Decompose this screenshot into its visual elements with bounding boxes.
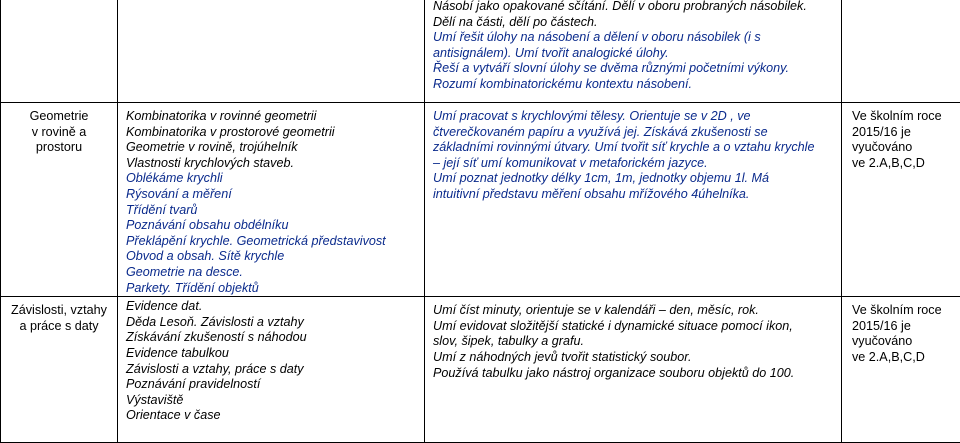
note-cell	[842, 297, 960, 443]
topic-line: Vlastnosti krychlových staveb.	[126, 156, 424, 172]
note-line: 2015/16 je	[852, 319, 960, 335]
topic-line: Orientace v čase	[126, 408, 424, 424]
topic-line: Děda Lesoň. Závislosti a vztahy	[126, 315, 424, 331]
topic-line: Kombinatorika v rovinné geometrii	[126, 109, 424, 125]
table-row	[1, 297, 960, 443]
area-label-line: Závislosti, vztahy	[1, 303, 117, 319]
outcome-line: Používá tabulku jako nástroj organizace souboru objektů do 100.	[433, 366, 841, 382]
topics-cell	[118, 0, 425, 103]
note-cell	[842, 0, 960, 103]
outcome-line: Umí poznat jednotky délky 1cm, 1m, jednotky objemu 1l. Má	[433, 171, 841, 187]
topic-line: Získávání zkušeností s náhodou	[126, 330, 424, 346]
note-line: ve 2.A,B,C,D	[852, 350, 960, 366]
topic-line: Překlápění krychle. Geometrická představivost	[126, 234, 424, 250]
topic-line: Geometrie na desce.	[126, 265, 424, 281]
area-label-line: prostoru	[1, 140, 117, 156]
outcome-line: Dělí na části, dělí po částech.	[433, 15, 841, 31]
table-row	[1, 103, 960, 297]
topic-line: Obvod a obsah. Sítě krychle	[126, 249, 424, 265]
note-line: Ve školním roce	[852, 109, 960, 125]
topic-line: Poznávání pravidelností	[126, 377, 424, 393]
topic-line: Třídění tvarů	[126, 203, 424, 219]
area-label-line: Geometrie	[1, 109, 117, 125]
topic-line: Evidence tabulkou	[126, 346, 424, 362]
outcome-line: Umí řešit úlohy na násobení a dělení v oboru násobilek (i s	[433, 30, 841, 46]
outcome-line: Rozumí kombinatorickému kontextu násobení.	[433, 77, 841, 93]
note-line: Ve školním roce	[852, 303, 960, 319]
note-cell	[842, 103, 960, 297]
topic-line: Rýsování a měření	[126, 187, 424, 203]
note-line: 2015/16 je	[852, 125, 960, 141]
topic-line: Výstaviště	[126, 393, 424, 409]
outcome-line: Umí z náhodných jevů tvořit statistický soubor.	[433, 350, 841, 366]
topics-cell	[118, 103, 425, 297]
topic-line: Geometrie v rovině, trojúhelník	[126, 140, 424, 156]
area-label-line: a práce s daty	[1, 319, 117, 335]
topic-line: Evidence dat.	[126, 299, 424, 315]
area-cell	[1, 0, 118, 103]
outcome-line: antisignálem). Umí tvořit analogické úlohy.	[433, 46, 841, 62]
outcome-line: – její síť umí komunikovat v metaforickém jazyce.	[433, 156, 841, 172]
topic-line: Poznávání obsahu obdélníku	[126, 218, 424, 234]
note-line: ve 2.A,B,C,D	[852, 156, 960, 172]
outcome-line: Umí číst minuty, orientuje se v kalendáři – den, měsíc, rok.	[433, 303, 841, 319]
topics-cell	[118, 297, 425, 443]
outcomes-cell	[425, 0, 842, 103]
outcome-line: Umí pracovat s krychlovými tělesy. Orientuje se v 2D , ve	[433, 109, 841, 125]
outcome-line: základními rovinnými útvary. Umí tvořit síť krychle a o vztahu krychle	[433, 140, 841, 156]
area-label-line: v rovině a	[1, 125, 117, 141]
outcome-line: Násobí jako opakované sčítání. Dělí v oboru probraných násobilek.	[433, 0, 841, 15]
note-line: vyučováno	[852, 140, 960, 156]
outcome-line: slov, šipek, tabulky a grafu.	[433, 334, 841, 350]
outcomes-cell	[425, 297, 842, 443]
outcome-line: Umí evidovat složitější statické i dynamické situace pomocí ikon,	[433, 319, 841, 335]
note-line: vyučováno	[852, 334, 960, 350]
area-cell	[1, 103, 118, 297]
topic-line: Parkety. Třídění objektů	[126, 281, 424, 297]
topic-line: Oblékáme krychli	[126, 171, 424, 187]
outcome-line: čtverečkovaném papíru a využívá jej. Získává zkušenosti se	[433, 125, 841, 141]
topic-line: Závislosti a vztahy, práce s daty	[126, 362, 424, 378]
outcome-line: Řeší a vytváří slovní úlohy se dvěma různými početními výkony.	[433, 61, 841, 77]
table-row	[1, 0, 960, 103]
outcomes-cell	[425, 103, 842, 297]
area-cell	[1, 297, 118, 443]
outcome-line: intuitivní představu měření obsahu mřížového 4úhelníka.	[433, 187, 841, 203]
topic-line: Kombinatorika v prostorové geometrii	[126, 125, 424, 141]
